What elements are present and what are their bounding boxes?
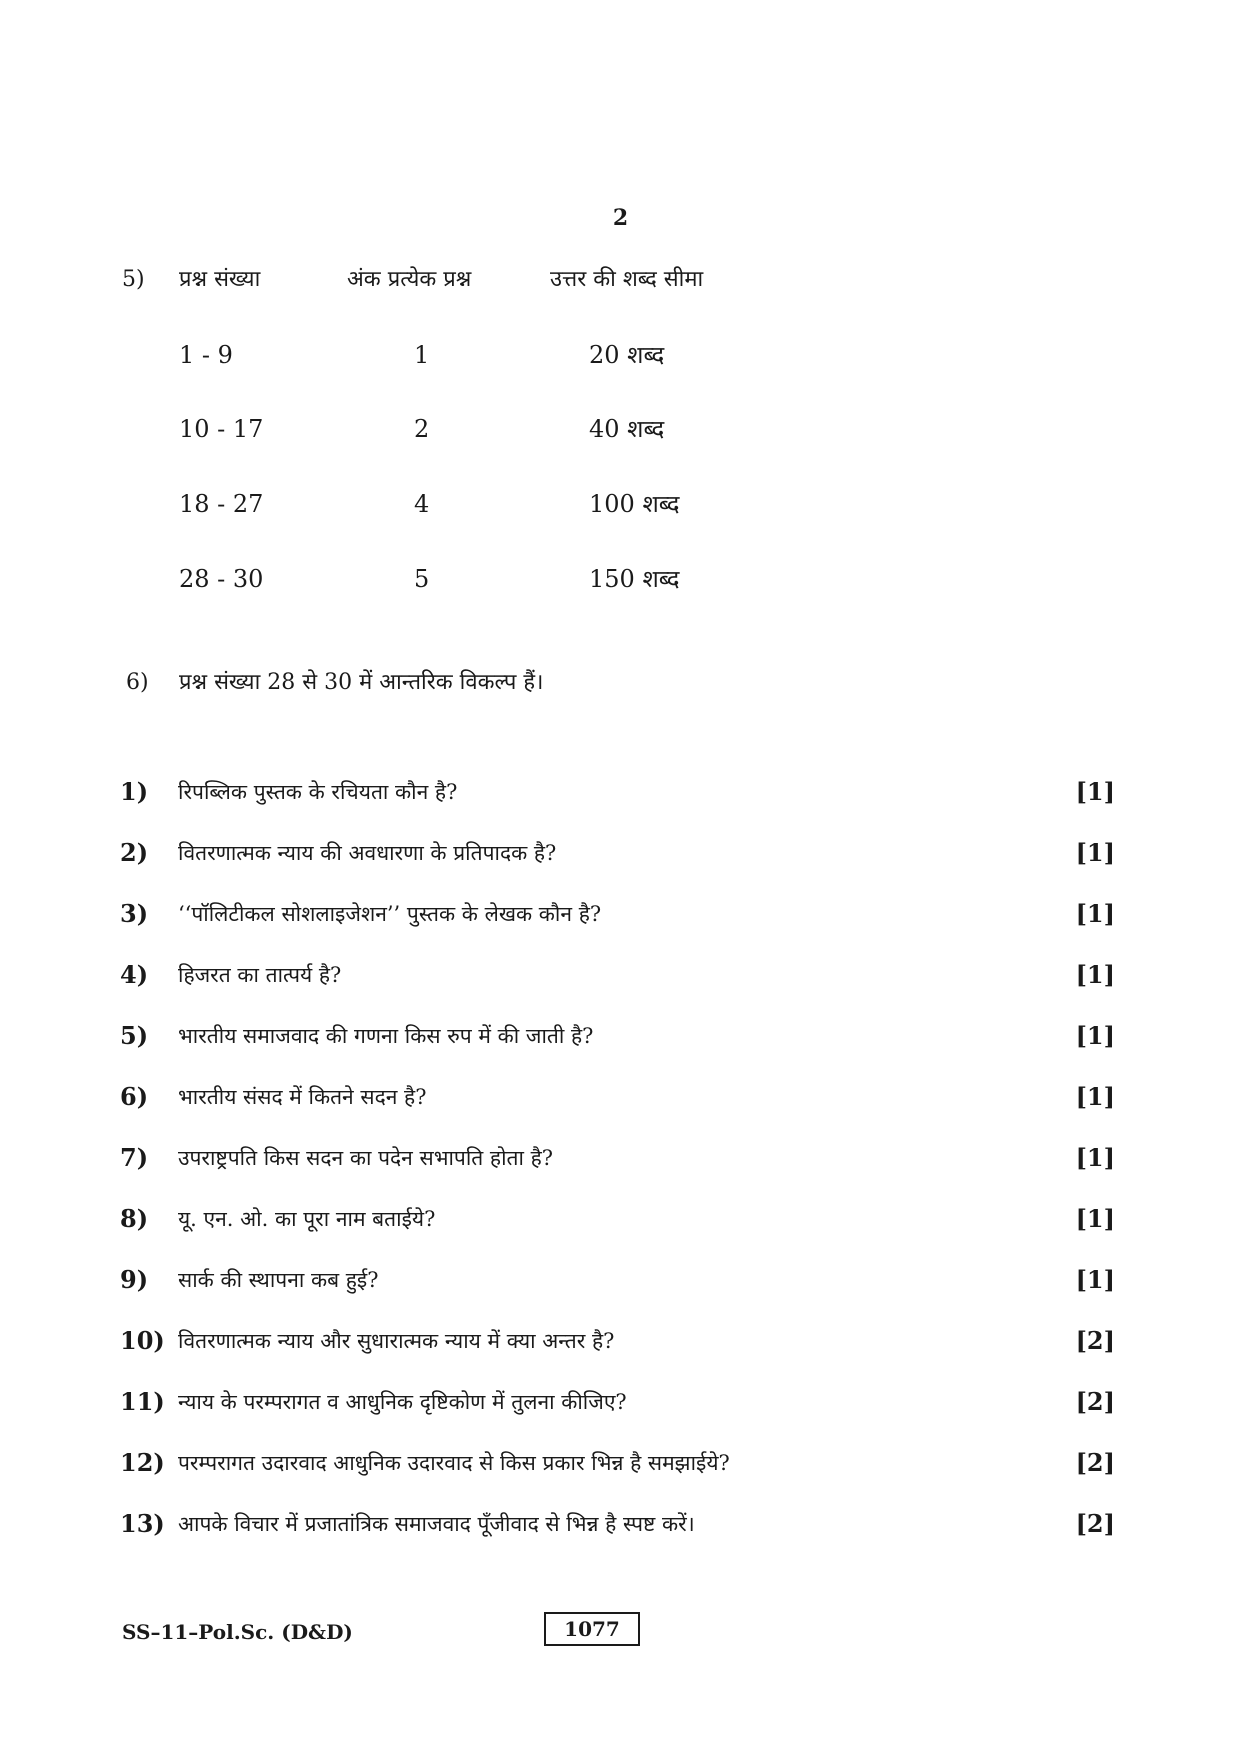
question-text: परम्परागत उदारवाद आधुनिक उदारवाद से किस प्रकार भिन्न है समझाईये? (178, 1451, 730, 1475)
question-number: 6) (120, 1082, 149, 1111)
question-text: ‘‘पॉलिटीकल सोशलाइजेशन’’ पुस्तक के लेखक कौन है? (178, 902, 602, 926)
question-number: 9) (120, 1265, 149, 1294)
question-text: भारतीय संसद में कितने सदन है? (178, 1085, 427, 1109)
question-item (0, 955, 1241, 995)
question-item (0, 1016, 1241, 1056)
question-text: उपराष्ट्रपति किस सदन का पदेन सभापति होता है? (178, 1146, 554, 1170)
question-number: 8) (120, 1204, 149, 1233)
question-item (0, 1504, 1241, 1544)
marks-value: 2 (414, 415, 430, 443)
question-text: वितरणात्मक न्याय और सुधारात्मक न्याय में क्या अन्तर है? (178, 1329, 615, 1353)
question-marks: [1] (1075, 777, 1115, 806)
question-marks: [2] (1075, 1387, 1115, 1416)
question-marks: [1] (1075, 899, 1115, 928)
header-word-limit: उत्तर की शब्द सीमा (550, 267, 704, 292)
question-text: भारतीय समाजवाद की गणना किस रुप में की जाती है? (178, 1024, 594, 1048)
question-number: 13) (120, 1509, 165, 1538)
word-limit: 100 शब्द (589, 490, 680, 518)
question-marks: [2] (1075, 1448, 1115, 1477)
question-range: 1 - 9 (179, 341, 233, 369)
question-item (0, 1321, 1241, 1361)
word-limit: 20 शब्द (589, 341, 665, 369)
question-item (0, 833, 1241, 873)
question-text: रिपब्लिक पुस्तक के रचियता कौन है? (178, 780, 458, 804)
question-marks: [1] (1075, 1143, 1115, 1172)
question-number: 12) (120, 1448, 165, 1477)
question-number: 2) (120, 838, 149, 867)
question-item (0, 1077, 1241, 1117)
paper-code: SS–11–Pol.Sc. (D&D) (122, 1620, 353, 1644)
question-item (0, 1382, 1241, 1422)
question-number: 10) (120, 1326, 165, 1355)
header-question-number: प्रश्न संख्या (179, 267, 261, 292)
question-marks: [2] (1075, 1509, 1115, 1538)
question-text: आपके विचार में प्रजातांत्रिक समाजवाद पूँजीवाद से भिन्न है स्पष्ट करें। (178, 1512, 695, 1536)
question-text: यू. एन. ओ. का पूरा नाम बताईये? (178, 1207, 436, 1231)
question-text: न्याय के परम्परागत व आधुनिक दृष्टिकोण में तुलना कीजिए? (178, 1390, 627, 1414)
question-marks: [1] (1075, 960, 1115, 989)
word-limit: 150 शब्द (589, 565, 680, 593)
question-item (0, 1260, 1241, 1300)
marks-value: 4 (414, 490, 430, 518)
question-item (0, 1199, 1241, 1239)
question-number: 11) (120, 1387, 165, 1416)
question-text: हिजरत का तात्पर्य है? (178, 963, 342, 987)
question-number: 3) (120, 899, 149, 928)
word-limit: 40 शब्द (589, 415, 665, 443)
question-range: 28 - 30 (179, 565, 264, 593)
paper-number-box: 1077 (544, 1612, 640, 1646)
question-item (0, 772, 1241, 812)
question-range: 10 - 17 (179, 415, 264, 443)
question-marks: [2] (1075, 1326, 1115, 1355)
question-marks: [1] (1075, 1204, 1115, 1233)
marks-value: 1 (414, 341, 430, 369)
instruction-number: 6) (126, 670, 149, 695)
question-marks: [1] (1075, 1082, 1115, 1111)
question-marks: [1] (1075, 838, 1115, 867)
question-text: सार्क की स्थापना कब हुई? (178, 1268, 379, 1292)
marks-value: 5 (414, 565, 430, 593)
question-number: 4) (120, 960, 149, 989)
page-number: 2 (612, 205, 629, 231)
question-text: वितरणात्मक न्याय की अवधारणा के प्रतिपादक है? (178, 841, 557, 865)
question-number: 1) (120, 777, 149, 806)
question-marks: [1] (1075, 1265, 1115, 1294)
instruction-number: 5) (122, 267, 145, 292)
header-marks-per-question: अंक प्रत्येक प्रश्न (347, 267, 472, 292)
question-item (0, 894, 1241, 934)
question-item (0, 1138, 1241, 1178)
question-range: 18 - 27 (179, 490, 264, 518)
question-number: 7) (120, 1143, 149, 1172)
question-item (0, 1443, 1241, 1483)
question-marks: [1] (1075, 1021, 1115, 1050)
instruction-text: प्रश्न संख्या 28 से 30 में आन्तरिक विकल्प हैं। (179, 670, 544, 695)
question-number: 5) (120, 1021, 149, 1050)
